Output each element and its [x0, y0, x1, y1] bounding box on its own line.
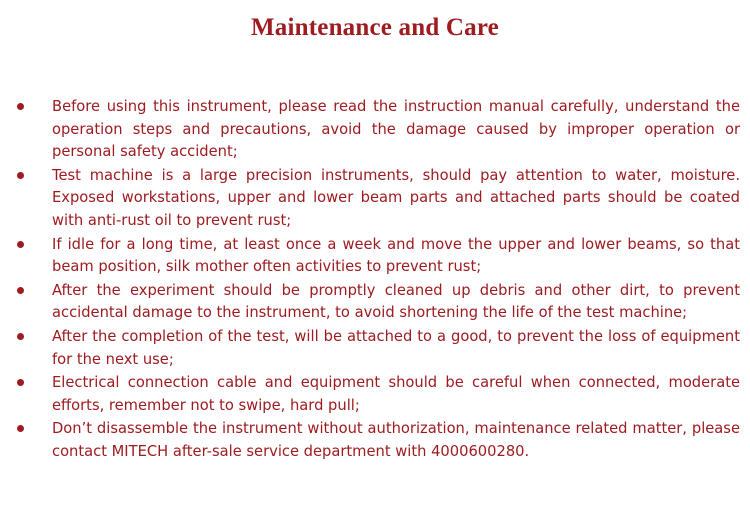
bullet-icon: [17, 379, 24, 386]
bullet-icon: [17, 241, 24, 248]
list-item-text: After the experiment should be promptly cleaned up debris and other dirt, to prevent accidental damage to the instrument, to avoid shortening the life of the test machine;: [52, 281, 740, 322]
bullet-icon: [17, 287, 24, 294]
list-item-text: Don’t disassemble the instrument without authorization, maintenance related matter, please contact MITECH after-sale service department with 4000600280.: [52, 420, 740, 460]
list-item: [0, 280, 750, 325]
list-item: [0, 326, 750, 371]
list-item-text: Before using this instrument, please read the instruction manual carefully, understand the operation steps and precautions, avoid the damage caused by improper operation or personal safety accident;: [52, 98, 740, 161]
list-item: [0, 372, 750, 417]
maintenance-list: [0, 96, 750, 465]
bullet-icon: [17, 425, 24, 432]
bullet-icon: [17, 172, 24, 179]
page-title: Maintenance and Care: [251, 14, 499, 41]
bullet-icon: [17, 103, 24, 110]
list-item: [0, 234, 750, 279]
bullet-icon: [17, 333, 24, 340]
list-item: [0, 96, 750, 164]
document-page: [0, 12, 750, 508]
list-item-text: Electrical connection cable and equipment should be careful when connected, moderate efforts, remember not to swipe, hard pull;: [52, 374, 740, 414]
list-item-text: After the completion of the test, will be attached to a good, to prevent the loss of equipment for the next use;: [52, 327, 740, 368]
list-item: [0, 165, 750, 233]
list-item: [0, 418, 750, 463]
list-item-text: If idle for a long time, at least once a week and move the upper and lower beams, so that beam position, silk mother often activities to prevent rust;: [52, 235, 740, 276]
list-item-text: Test machine is a large precision instruments, should pay attention to water, moisture. Exposed workstations, upper and lower beam parts and attached parts should be coated with anti-rust oil to prevent rust;: [52, 166, 740, 229]
